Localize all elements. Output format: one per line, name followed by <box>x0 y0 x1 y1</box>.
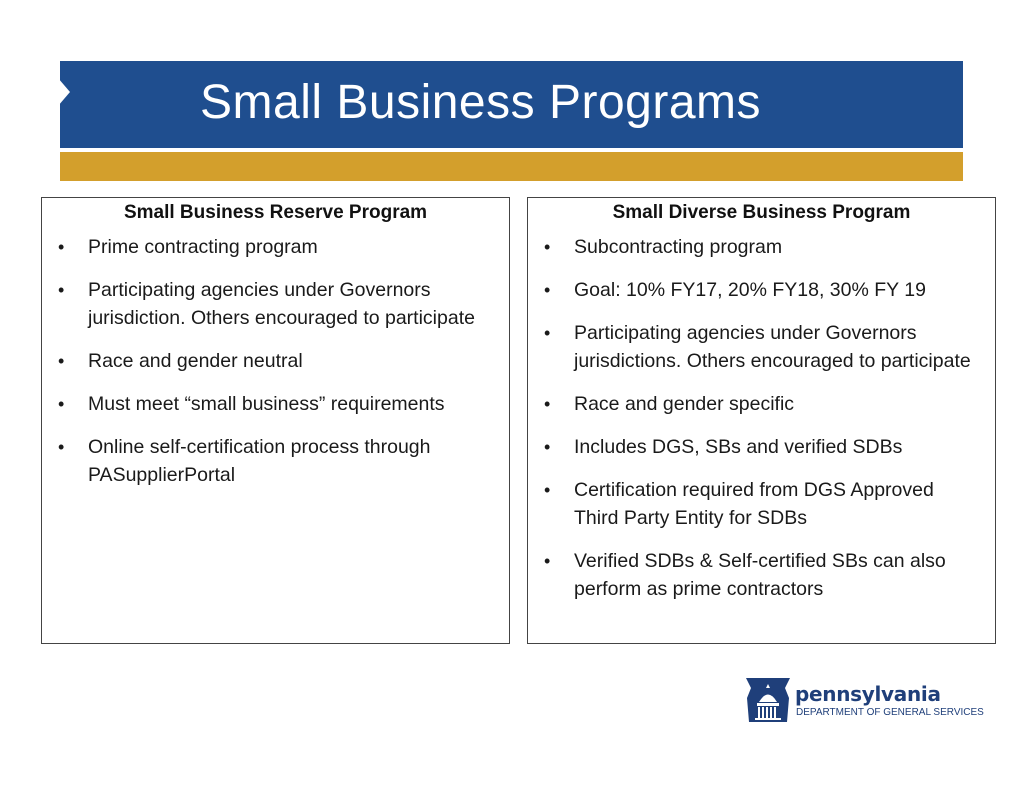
bullet-dot: • <box>58 437 65 457</box>
list-item-text: Certification required from DGS Approved Third Party Entity for SDBs <box>574 479 934 529</box>
list-item-text: Prime contracting program <box>88 236 318 258</box>
bullet-dot: • <box>58 394 65 414</box>
list-item <box>58 390 491 418</box>
list-item <box>544 233 977 261</box>
bullet-dot: • <box>58 237 65 257</box>
list-item-text: Subcontracting program <box>574 236 783 258</box>
panel-heading: Small Business Reserve Program <box>123 202 428 223</box>
bullet-dot: • <box>544 280 551 300</box>
list-item <box>58 433 491 489</box>
page-title: Small Business Programs <box>200 76 762 129</box>
list-item <box>58 347 491 375</box>
bullet-dot: • <box>544 394 551 414</box>
capitol-keystone-icon <box>745 676 791 724</box>
list-item-text: Race and gender specific <box>574 393 795 415</box>
list-item <box>58 276 491 332</box>
list-item <box>544 319 977 375</box>
bullet-dot: • <box>58 280 65 300</box>
list-item-text: Verified SDBs & Self-certified SBs can also perform as prime contractors <box>574 550 946 600</box>
list-item-text: Includes DGS, SBs and verified SDBs <box>574 436 903 458</box>
list-item <box>544 390 977 418</box>
panel-heading: Small Diverse Business Program <box>612 202 911 223</box>
logo-subtitle: DEPARTMENT OF GENERAL SERVICES <box>796 707 984 718</box>
list-item-text: Participating agencies under Governors jurisdictions. Others encouraged to participate <box>574 322 971 372</box>
list-item-text: Must meet “small business” requirements <box>88 393 445 415</box>
bullet-list <box>528 233 995 603</box>
bullet-dot: • <box>544 237 551 257</box>
pennsylvania-dgs-logo <box>745 676 984 726</box>
bullet-list <box>42 233 509 489</box>
bullet-dot: • <box>544 551 551 571</box>
list-item <box>58 233 491 261</box>
list-item <box>544 433 977 461</box>
small-diverse-business-panel <box>527 197 996 644</box>
list-item-text: Online self-certification process through PASupplierPortal <box>88 436 431 486</box>
bullet-dot: • <box>544 480 551 500</box>
list-item <box>544 547 977 603</box>
bullet-dot: • <box>58 351 65 371</box>
logo-wordmark: pennsylvania <box>795 682 941 706</box>
list-item <box>544 276 977 304</box>
list-item-text: Race and gender neutral <box>88 350 303 372</box>
title-notch-decoration <box>58 78 70 106</box>
small-business-reserve-panel <box>41 197 510 644</box>
accent-bar <box>60 152 963 181</box>
list-item-text: Participating agencies under Governors jurisdiction. Others encouraged to participate <box>88 279 475 329</box>
bullet-dot: • <box>544 437 551 457</box>
bullet-dot: • <box>544 323 551 343</box>
list-item-text: Goal: 10% FY17, 20% FY18, 30% FY 19 <box>574 279 926 301</box>
list-item <box>544 476 977 532</box>
